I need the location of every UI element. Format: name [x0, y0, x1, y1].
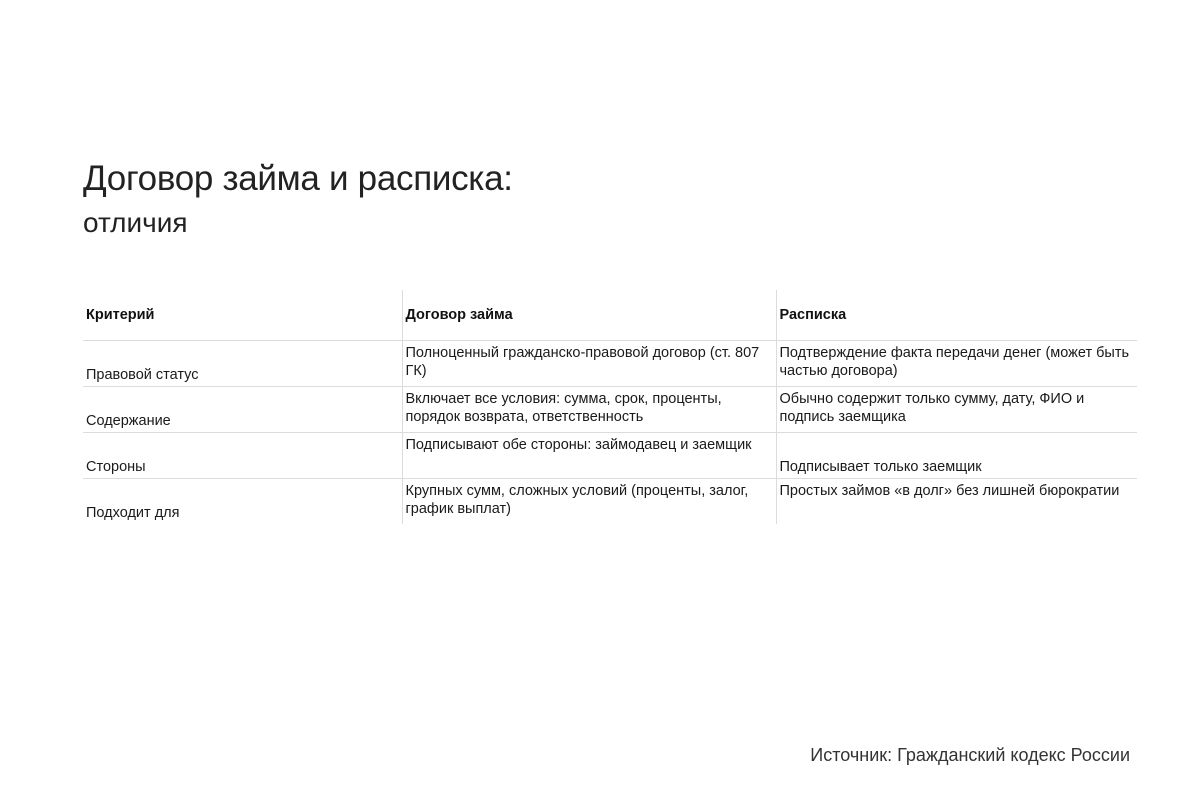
row-loan-value: Подписывают обе стороны: займодавец и заемщик	[402, 433, 776, 479]
comparison-table	[83, 290, 1137, 524]
row-receipt-value: Подтверждение факта передачи денег (может быть частью договора)	[776, 341, 1137, 387]
table-row	[83, 479, 1137, 525]
row-criterion: Содержание	[83, 387, 402, 433]
table-header-row	[83, 290, 1137, 341]
header-receipt: Расписка	[776, 290, 1137, 341]
table-row	[83, 341, 1137, 387]
row-receipt-value: Простых займов «в долг» без лишней бюрократии	[776, 479, 1137, 525]
row-receipt-value: Подписывает только заемщик	[776, 433, 1137, 479]
row-criterion: Правовой статус	[83, 341, 402, 387]
table-row	[83, 387, 1137, 433]
table-row	[83, 433, 1137, 479]
title-block	[83, 158, 513, 240]
row-loan-value: Крупных сумм, сложных условий (проценты, залог, график выплат)	[402, 479, 776, 525]
header-criterion: Критерий	[83, 290, 402, 341]
row-criterion: Стороны	[83, 433, 402, 479]
row-criterion: Подходит для	[86, 505, 180, 521]
page-subtitle: отличия	[83, 207, 188, 238]
row-loan-value: Включает все условия: сумма, срок, проценты, порядок возврата, ответственность	[402, 387, 776, 433]
source-note: Источник: Гражданский кодекс России	[810, 745, 1130, 765]
row-loan-value: Полноценный гражданско-правовой договор (ст. 807 ГК)	[402, 341, 776, 387]
header-loan-agreement: Договор займа	[402, 290, 776, 341]
row-receipt-value: Обычно содержит только сумму, дату, ФИО и подпись заемщика	[776, 387, 1137, 433]
page-title: Договор займа и расписка:	[83, 159, 513, 198]
